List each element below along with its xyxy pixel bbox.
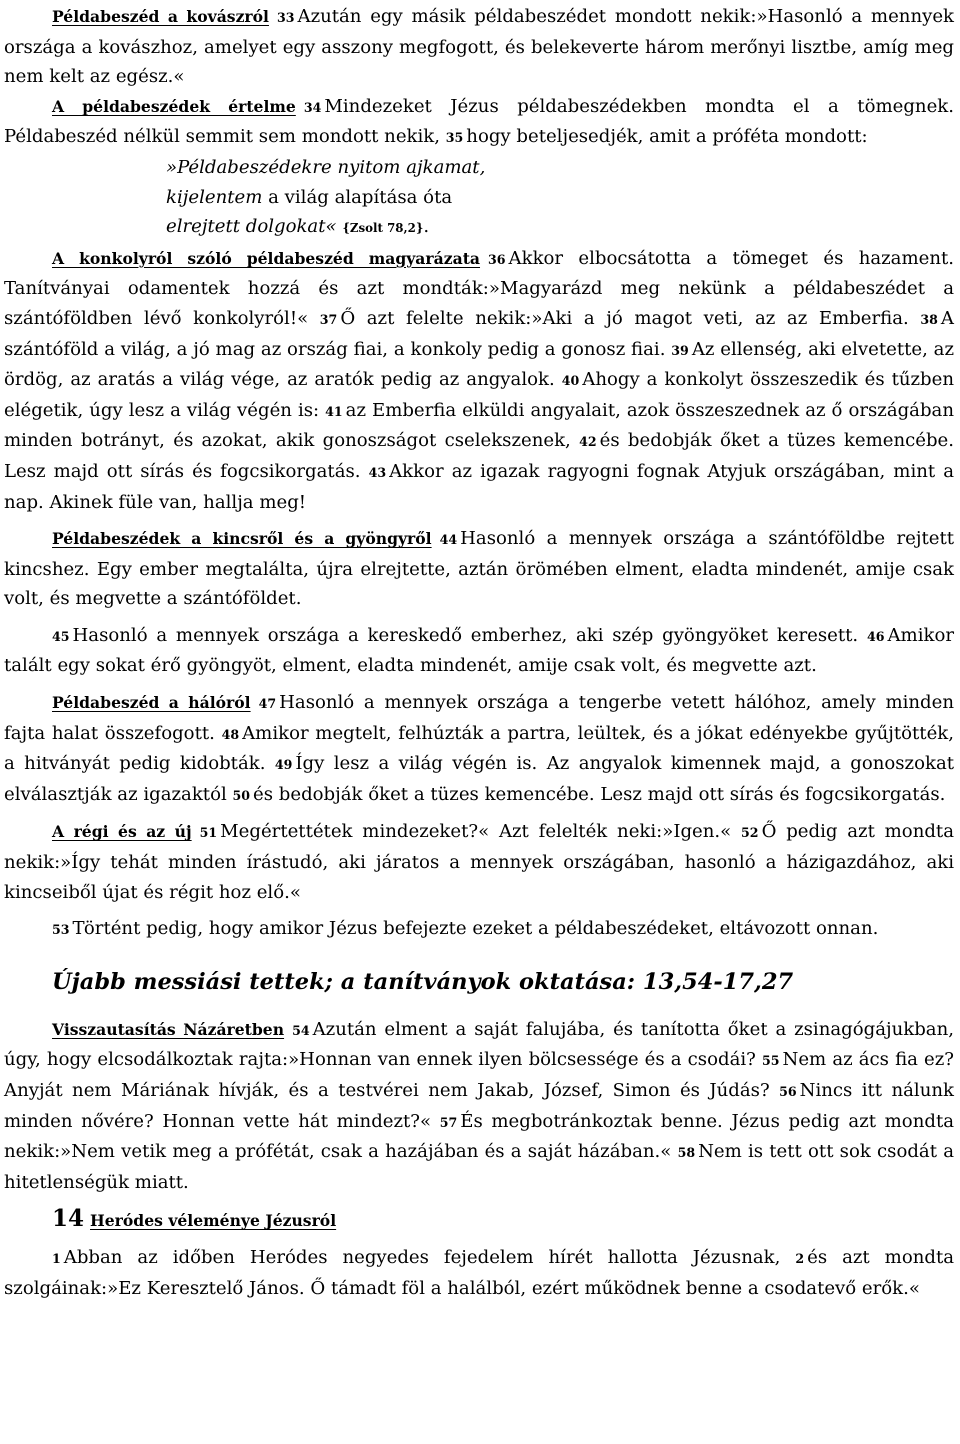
verse-number: 36	[488, 251, 506, 267]
paragraph	[4, 244, 954, 517]
verse-text: Akkor az igazak ragyogni fognak Atyjuk országában, mint a nap. Akinek füle van, hallja meg!	[4, 460, 954, 513]
verse-text: És megbotránkoztak benne. Jézus pedig azt mondta nekik:»Nem vetik meg a prófétát, csak a hazájában és a saját házában.«	[4, 1110, 954, 1163]
verse-number: 55	[761, 1053, 780, 1069]
verse-text: a világ alapítása óta	[262, 186, 453, 208]
verse-number: 45	[52, 628, 70, 644]
paragraph	[4, 1243, 954, 1303]
verse-text: az Emberfia elküldi angyalait, azok összeszednek az ő országában minden botrányt, és azokat, akik gonoszságot cselekszenek,	[4, 399, 954, 452]
paragraph	[4, 92, 954, 153]
paragraph	[4, 1015, 954, 1198]
pericope-heading: A régi és az új	[52, 822, 192, 842]
quotation-text: kijelentem	[166, 186, 263, 208]
verse-text: Nincs itt nálunk minden nővére? Honnan vette hát mindezt?«	[4, 1080, 954, 1132]
chapter-number: 14	[52, 1205, 85, 1233]
paragraph	[4, 688, 954, 810]
pericope-heading: Példabeszéd a kovászról	[52, 7, 269, 26]
verse-text: Történt pedig, hogy amikor Jézus befejezte ezeket a példabeszédeket, eltávozott onnan.	[72, 918, 879, 940]
verse-text: Újabb messiási tettek; a tanítványok oktatása: 13,54-17,27	[52, 968, 794, 995]
poem-line	[166, 212, 954, 244]
verse-number: 40	[561, 373, 580, 389]
verse-text: Azután egy másik példabeszédet mondott nekik:»Hasonló a mennyek országa a kovászhoz, amelyet egy asszony megfogott, és belekeverte három merőnyi lisztbe, amíg meg nem kelt az egész.«	[4, 6, 954, 88]
verse-text: Ő azt felelte nekik:»Aki a jó magot veti, az az Emberfia.	[340, 307, 921, 329]
poem-line	[166, 153, 954, 183]
verse-number: 38	[920, 311, 938, 327]
verse-text: Megértettétek mindezeket?« Azt felelték neki:»Igen.«	[220, 821, 742, 843]
verse-text: Hasonló a mennyek országa a kereskedő emberhez, aki szép gyöngyöket keresett.	[72, 624, 867, 646]
paragraph	[4, 2, 954, 92]
verse-text: hogy beteljesedjék, amit a próféta mondott:	[466, 126, 868, 148]
paragraph	[4, 817, 954, 907]
verse-number: 49	[274, 757, 293, 773]
verse-number: 51	[199, 825, 218, 841]
verse-number: 1	[52, 1250, 61, 1266]
verse-number: 46	[866, 628, 885, 644]
pericope-heading: Példabeszédek a kincsről és a gyöngyről	[52, 529, 432, 549]
verse-text: Amikor megtelt, felhúzták a partra, leültek, és a jókat edényekbe gyűjtötték, a hitványát pedig kidobták.	[4, 722, 954, 775]
paragraph	[4, 914, 954, 945]
verse-number: 56	[779, 1084, 797, 1099]
verse-text: .	[423, 216, 430, 238]
verse-text: Így lesz a világ végén is. Az angyalok kimennek majd, a gonoszokat elválasztják az igazaktól	[4, 753, 955, 805]
verse-number: 39	[671, 342, 689, 358]
poetic-quotation	[4, 153, 954, 244]
verse-text: Ahogy a konkolyt összeszedik és tűzben elégetik, úgy lesz a világ végén is:	[4, 369, 955, 421]
verse-number: 50	[232, 787, 251, 803]
pericope-heading: Példabeszéd a hálóról	[52, 693, 251, 713]
verse-number: 54	[292, 1022, 310, 1038]
verse-number: 57	[439, 1114, 458, 1130]
pericope-heading: Heródes véleménye Jézusról	[90, 1211, 337, 1231]
verse-number: 52	[741, 825, 759, 841]
pericope-heading: Visszautasítás Názáretben	[52, 1019, 285, 1039]
verse-number: 34	[303, 99, 322, 115]
verse-text: A szántóföld a világ, a jó mag az ország fiai, a konkoly pedig a gonosz fiai.	[4, 307, 954, 360]
verse-number: 58	[677, 1145, 696, 1161]
verse-number: 42	[579, 434, 597, 450]
verse-number: 47	[258, 696, 277, 712]
verse-text: Ő pedig azt mondta nekik:»Így tehát minden írástudó, aki járatos a mennyek országában, hasonló a házigazdához, aki kincseiből újat és régit hoz elő.«	[4, 821, 954, 903]
verse-text: Hasonló a mennyek országa a szántóföldbe rejtett kincshez. Egy ember megtalálta, újra elrejtette, aztán örömében elment, eladta mindenét, amije csak volt, és megvette a szántóföldet.	[4, 528, 954, 610]
verse-text: Nem is tett ott sok csodát a hitetlenségük miatt.	[4, 1141, 954, 1193]
paragraph	[4, 1204, 954, 1236]
verse-number: 43	[368, 464, 387, 480]
verse-text: Az ellenség, aki elvetette, az ördög, az aratás a világ vége, az aratók pedig az angyalok.	[4, 338, 954, 391]
poem-line	[166, 183, 954, 213]
pericope-heading: A konkolyról szóló példabeszéd magyarázata	[52, 248, 481, 268]
verse-text: Abban az időben Heródes negyedes fejedelem hírét hallotta Jézusnak,	[63, 1246, 796, 1268]
verse-number: 48	[221, 726, 240, 742]
cross-reference: {Zsolt 78,2}	[342, 221, 424, 236]
verse-text: Nem az ács fia ez? Anyját nem Máriának hívják, és a testvérei nem Jakab, József, Simon és Júdás?	[4, 1049, 955, 1101]
verse-text: Amikor talált egy sokat érő gyöngyöt, elment, eladta mindenét, amije csak volt, és megvette azt.	[4, 624, 954, 677]
verse-text: Akkor elbocsátotta a tömeget és hazament. Tanítványai odamentek hozzá és azt mondták:»Magyarázd meg nekünk a példabeszédet a szántóföldben lévő konkolyról!«	[4, 247, 955, 329]
quotation-text: »Példabeszédekre nyitom ajkamat,	[166, 156, 486, 178]
paragraph	[4, 621, 954, 681]
pericope-heading: A példabeszédek értelme	[52, 96, 296, 116]
verse-number: 37	[319, 311, 338, 327]
verse-text: és azt mondta szolgáinak:»Ez Keresztelő János. Ő támadt föl a halálból, ezért működnek benne a csodatevő erők.«	[4, 1246, 955, 1299]
verse-number: 41	[325, 403, 343, 419]
section-title	[52, 965, 954, 999]
verse-text: Mindezeket Jézus példabeszédekben mondta el a tömegnek. Példabeszéd nélkül semmit sem mondott nekik,	[4, 95, 954, 148]
verse-text: Hasonló a mennyek országa a tengerbe vetett hálóhoz, amely minden fajta halat összefogott.	[4, 692, 955, 744]
verse-number: 35	[445, 130, 464, 146]
quotation-text: elrejtett dolgokat«	[166, 216, 337, 238]
verse-text: és bedobják őket a tüzes kemencébe. Lesz majd ott sírás és fogcsikorgatás.	[4, 430, 954, 482]
verse-text: Azután elment a saját falujába, és tanította őket a zsinagógájukban, úgy, hogy elcsodálkoztak rajta:»Honnan van ennek ilyen bölcsessége és a csodái?	[4, 1018, 954, 1071]
verse-text: és bedobják őket a tüzes kemencébe. Lesz majd ott sírás és fogcsikorgatás.	[253, 783, 946, 805]
verse-number: 33	[276, 10, 295, 25]
verse-number: 2	[795, 1250, 805, 1266]
verse-number: 53	[52, 922, 70, 938]
verse-number: 44	[439, 532, 458, 548]
paragraph	[4, 524, 954, 614]
